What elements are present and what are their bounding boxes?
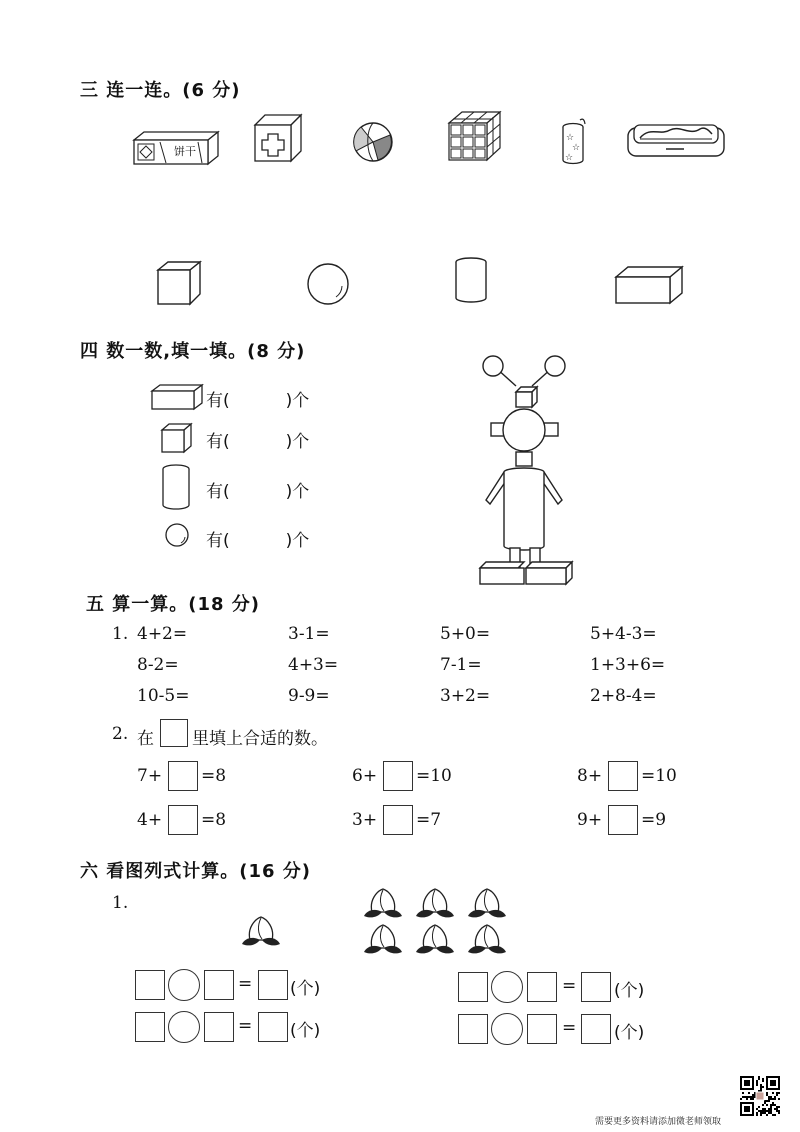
calc-item[interactable]: 4+3= [288,655,339,675]
fill-suffix: =8 [201,766,227,786]
svg-text:☆: ☆ [572,143,581,153]
fill-suffix: =10 [416,766,452,786]
equals-sign: = [562,976,577,996]
operator-circle[interactable] [168,969,200,1001]
equals-sign: = [238,974,253,994]
svg-text:☆: ☆ [566,133,575,143]
peach-icon [242,917,280,945]
equation-box[interactable] [458,1014,488,1044]
fill-prefix: 8+ [577,766,603,786]
cuboid-count-field[interactable]: 有( )个 [206,391,310,411]
equals-sign: = [562,1018,577,1038]
section-4-title: 四 数一数,填一填。(8 分) [80,341,306,362]
calc-item[interactable]: 7-1= [440,655,482,675]
peach-icon [416,925,454,953]
unit-label: (个) [290,1021,321,1041]
operator-circle[interactable] [491,971,523,1003]
section-6-title: 六 看图列式计算。(16 分) [80,861,312,882]
fill-prefix: 4+ [137,810,163,830]
equation-box[interactable] [204,970,234,1000]
equation-box[interactable] [527,972,557,1002]
question-1-number: 1. [112,624,129,644]
result-box[interactable] [258,1012,288,1042]
calc-item[interactable]: 3+2= [440,686,491,706]
fill-prefix: 9+ [577,810,603,830]
calc-item[interactable]: 1+3+6= [590,655,666,675]
fill-prefix: 3+ [352,810,378,830]
calc-item[interactable]: 3-1= [288,624,330,644]
fill-prefix: 7+ [137,766,163,786]
unit-label: (个) [614,1023,645,1043]
peach-icon [468,889,506,917]
equation-box[interactable] [527,1014,557,1044]
calc-item[interactable]: 8-2= [137,655,179,675]
equation-box[interactable] [204,1012,234,1042]
equals-sign: = [238,1016,253,1036]
result-box[interactable] [258,970,288,1000]
section-3-title: 三 连一连。(6 分) [80,80,241,101]
question-2-text: 里填上合适的数。 [192,729,328,749]
question-2-number: 2. [112,724,129,744]
footer-note: 需要更多资料请添加微老师领取 [595,1117,722,1127]
fill-suffix: =8 [201,810,227,830]
calc-item[interactable]: 4+2= [137,624,188,644]
unit-label: (个) [290,979,321,999]
equation-box[interactable] [458,972,488,1002]
cube-count-field[interactable]: 有( )个 [206,432,310,452]
sphere-count-field[interactable]: 有( )个 [206,531,310,551]
fill-suffix: =10 [641,766,677,786]
calc-item[interactable]: 9-9= [288,686,330,706]
calc-item[interactable]: 5+4-3= [590,624,657,644]
equation-box[interactable] [135,970,165,1000]
peach-icon [416,889,454,917]
cylinder-count-field[interactable]: 有( )个 [206,482,310,502]
fill-suffix: =7 [416,810,442,830]
equation-box[interactable] [135,1012,165,1042]
result-box[interactable] [581,972,611,1002]
question-1-number: 1. [112,893,129,913]
fill-prefix: 6+ [352,766,378,786]
peach-icon [468,925,506,953]
peach-icon [364,925,402,953]
result-box[interactable] [581,1014,611,1044]
peach-icon [364,889,402,917]
operator-circle[interactable] [491,1013,523,1045]
calc-item[interactable]: 10-5= [137,686,190,706]
question-2-pre: 在 [137,729,154,749]
qr-code-image [740,1076,780,1116]
unit-label: (个) [614,981,645,1001]
fill-suffix: =9 [641,810,667,830]
calc-item[interactable]: 5+0= [440,624,491,644]
operator-circle[interactable] [168,1011,200,1043]
biscuit-label: 饼干 [174,145,196,158]
svg-text:☆: ☆ [565,153,574,163]
calc-item[interactable]: 2+8-4= [590,686,657,706]
section-5-title: 五 算一算。(18 分) [86,594,261,615]
